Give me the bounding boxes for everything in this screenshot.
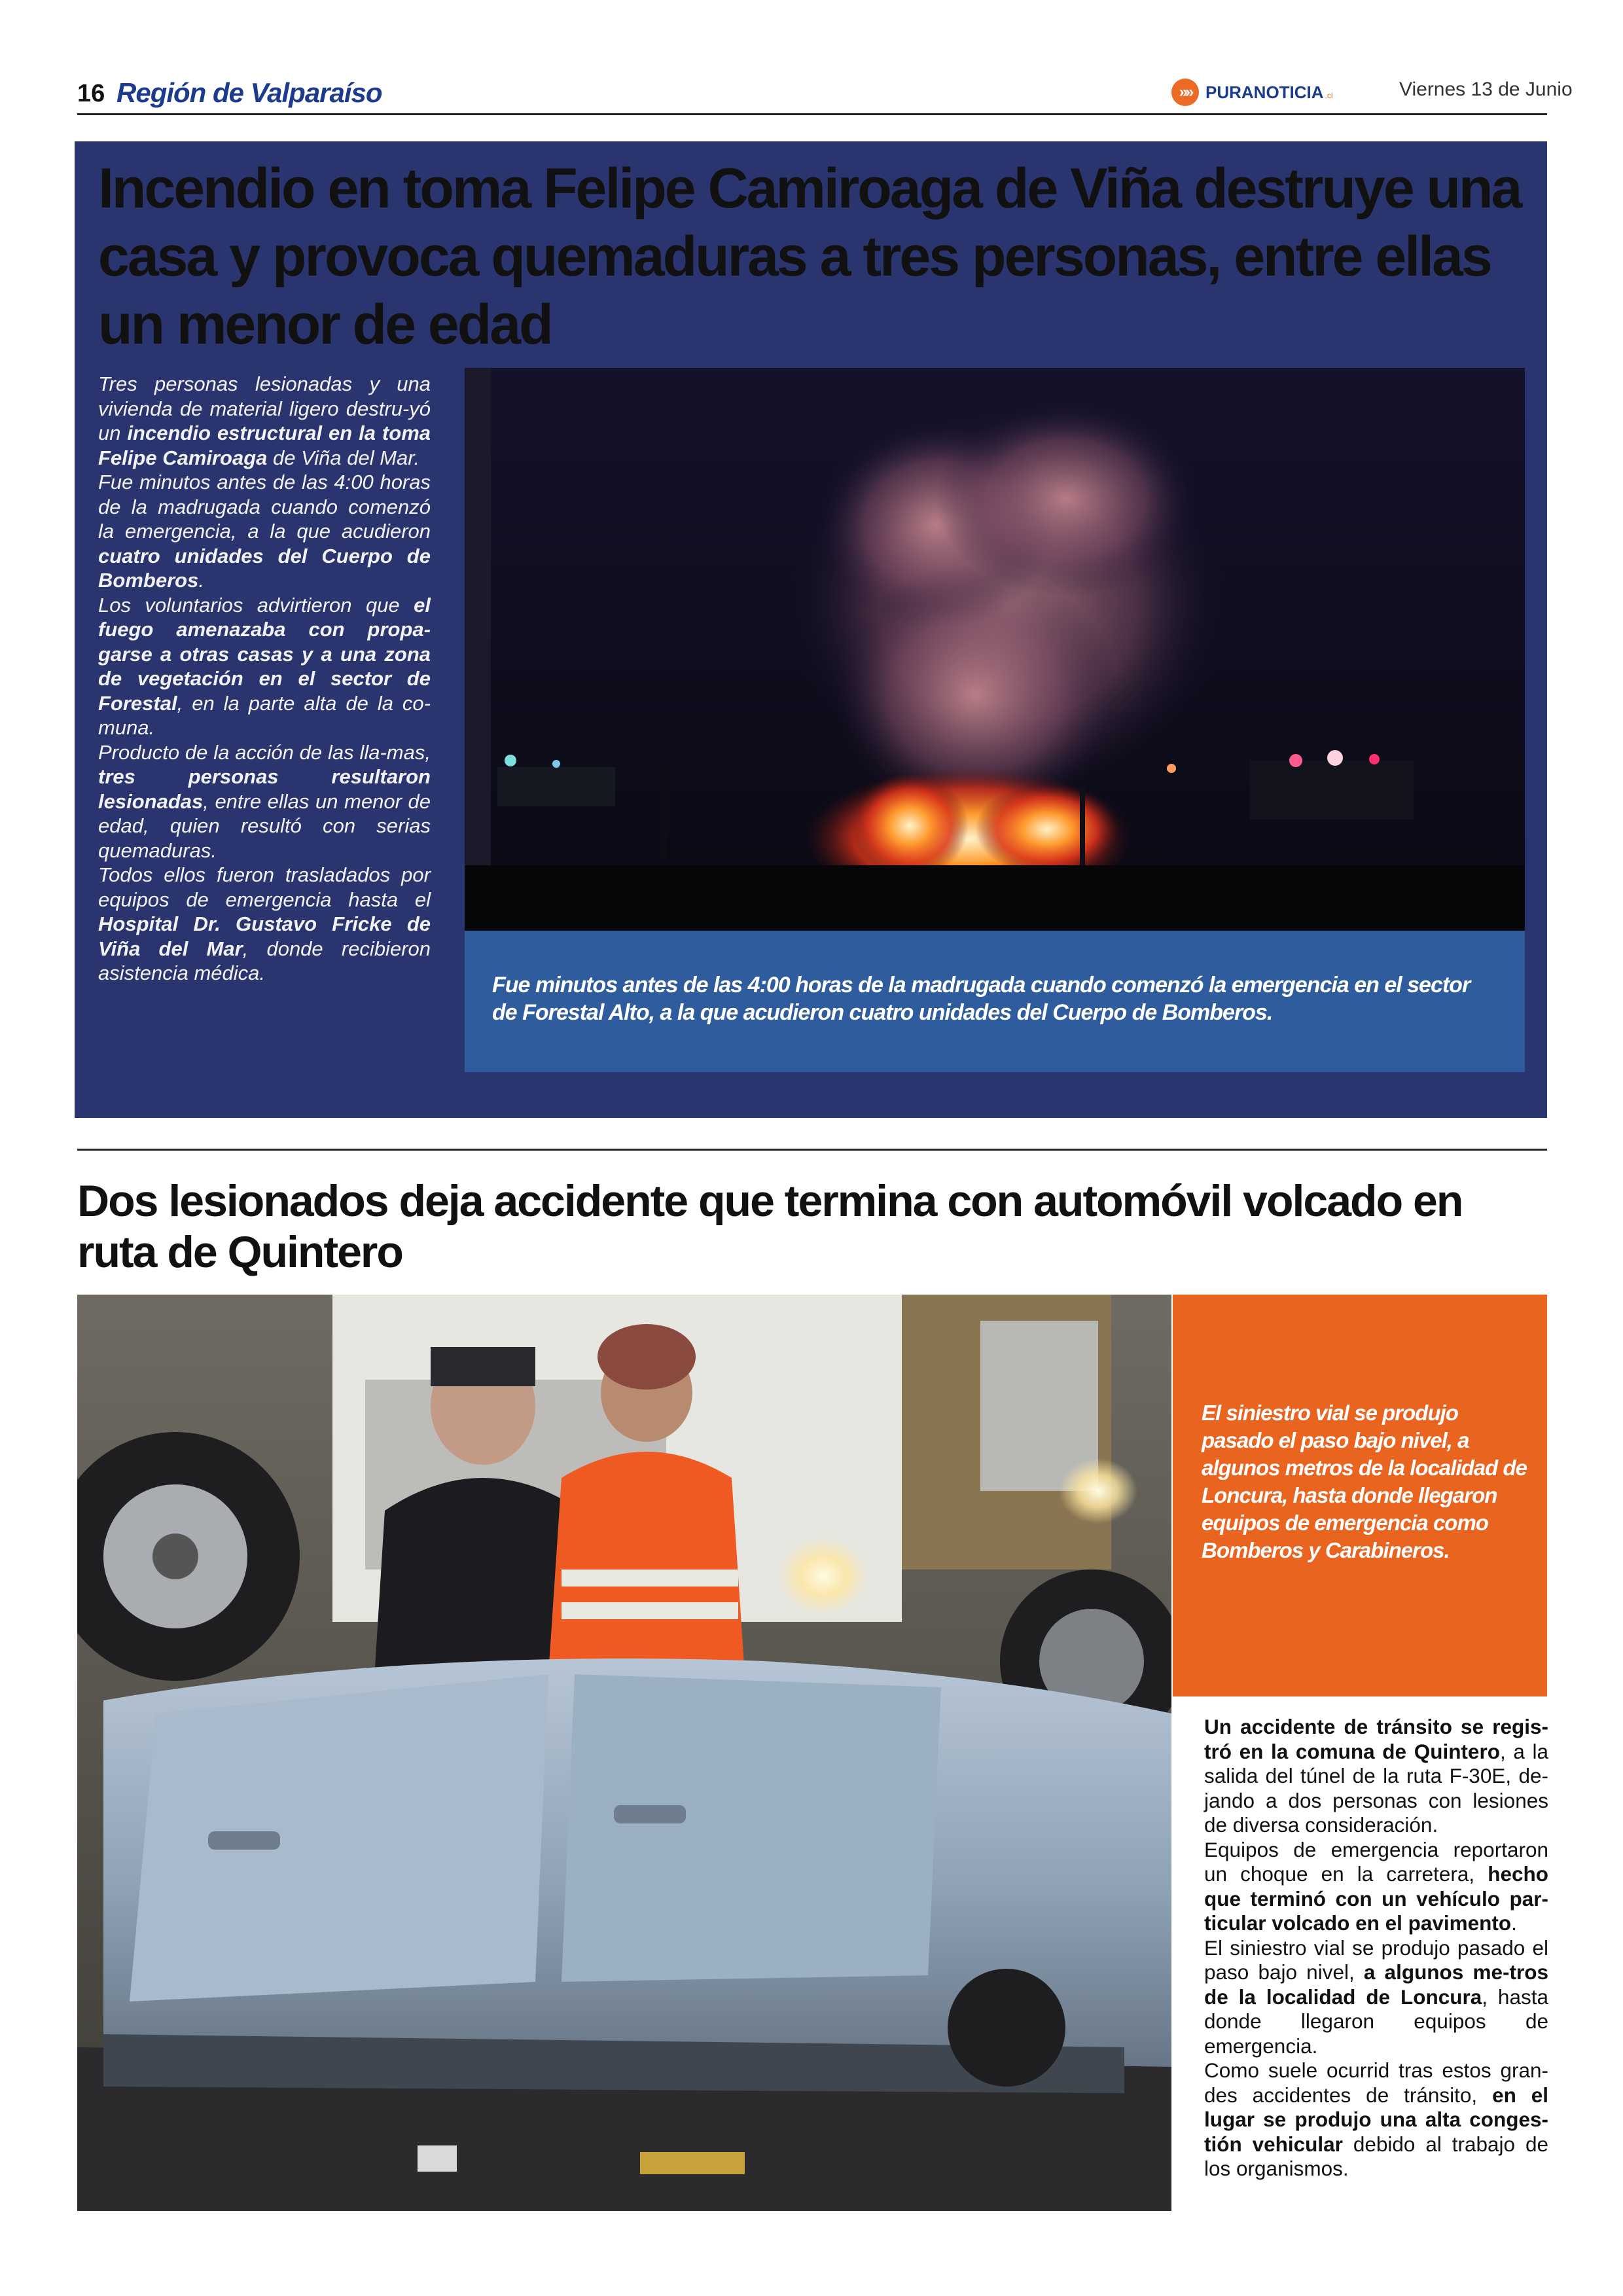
bold-run: a algunos me-tros de la localidad de Loncura	[1204, 1960, 1548, 2009]
article-crash-paragraph: El siniestro vial se produjo pasado el paso bajo nivel, a algunos me-tros de la localidad de Loncura, hasta donde llegaron equipos de emergencia.	[1204, 1935, 1548, 2058]
article-fire-paragraph: Fue minutos antes de las 4:00 horas de la madrugada cuando comenzó la emergencia, a la que acudieron cuatro unidades del Cuerpo de Bomberos.	[98, 471, 431, 592]
chevrons-icon: »»	[1171, 79, 1199, 106]
bold-run: incendio estructural en la toma Felipe Camiroaga	[98, 422, 431, 469]
callout-quote: El siniestro vial se produjo pasado el paso bajo nivel, a algunos metros de la localidad de Loncura, hasta donde llegaron equipos de emergencia como Bomberos y Carabineros.	[1202, 1401, 1527, 1562]
brand-name: PURANOTICIA	[1205, 82, 1324, 102]
bold-run: hecho que terminó con un vehículo par-ticular volcado en el pavimento	[1204, 1862, 1548, 1935]
bold-run: cuatro unidades del Cuerpo de Bomberos	[98, 544, 431, 592]
article-divider	[77, 1149, 1547, 1151]
header-divider	[77, 113, 1547, 115]
article-fire-paragraph: Tres personas lesionadas y una vivienda de material ligero destru-yó un incendio estructural en la toma Felipe Camiroaga de Viña del Mar.	[98, 372, 431, 469]
section-title: Región de Valparaíso	[116, 77, 382, 108]
night-fire-photo	[465, 368, 1525, 931]
article-crash-paragraph: Un accidente de tránsito se regis-tró en la comuna de Quintero, a la salida del túnel de la ruta F-30E, de-jando a dos personas con lesiones de diversa consideración.	[1204, 1715, 1548, 1837]
page-number: 16	[77, 80, 105, 107]
article-fire-paragraph: Todos ellos fueron trasladados por equipos de emergencia hasta el Hospital Dr. Gustavo Fricke de Viña del Mar, donde recibieron asistencia médica.	[98, 863, 431, 984]
bold-run: el fuego amenazaba con propa-garse a otras casas y a una zona de vegetación en el sector de Forestal	[98, 593, 431, 715]
bold-run: Hospital Dr. Gustavo Fricke de Viña del Mar	[98, 912, 431, 960]
bold-run: tres personas resultaron lesionadas	[98, 765, 431, 813]
article-fire-body	[98, 372, 431, 986]
bold-run: en el lugar se produjo una alta conges-tión vehicular	[1204, 2083, 1548, 2156]
article-fire-paragraph: Producto de la acción de las lla-mas, tres personas resultaron lesionadas, entre ellas un menor de edad, quien resultó con serias quemaduras.	[98, 740, 431, 862]
article-crash-body	[1204, 1715, 1548, 2181]
bold-run: Un accidente de tránsito se regis-tró en la comuna de Quintero	[1204, 1715, 1548, 1763]
photo-caption: Fue minutos antes de las 4:00 horas de la madrugada cuando comenzó la emergencia en el sector de Forestal Alto, a la que acudieron cuatro unidades del Cuerpo de Bomberos.	[492, 973, 1471, 1025]
brand-logo[interactable]	[1171, 77, 1333, 107]
overturned-car-photo	[77, 1295, 1171, 2211]
article-fire-paragraph: Los voluntarios advirtieron que el fuego amenazaba con propa-garse a otras casas y a una zona de vegetación en el sector de Forestal, en la parte alta de la co-muna.	[98, 593, 431, 739]
brand-suffix: .cl	[1325, 91, 1333, 100]
article-crash-paragraph: Equipos de emergencia reportaron un choque en la carretera, hecho que terminó con un vehículo par-ticular volcado en el pavimento.	[1204, 1837, 1548, 1935]
article-fire-headline: Incendio en toma Felipe Camiroaga de Viña destruye una casa y provoca quemaduras a tres personas, entre ellas un menor de edad	[98, 157, 1521, 356]
article-crash-paragraph: Como suele ocurrid tras estos gran-des accidentes de tránsito, en el lugar se produjo una alta conges-tión vehicular debido al trabajo de los organismos.	[1204, 2058, 1549, 2180]
issue-date: Viernes 13 de Junio	[1399, 79, 1573, 100]
article-crash-headline: Dos lesionados deja accidente que termina con automóvil volcado en ruta de Quintero	[77, 1176, 1463, 1277]
